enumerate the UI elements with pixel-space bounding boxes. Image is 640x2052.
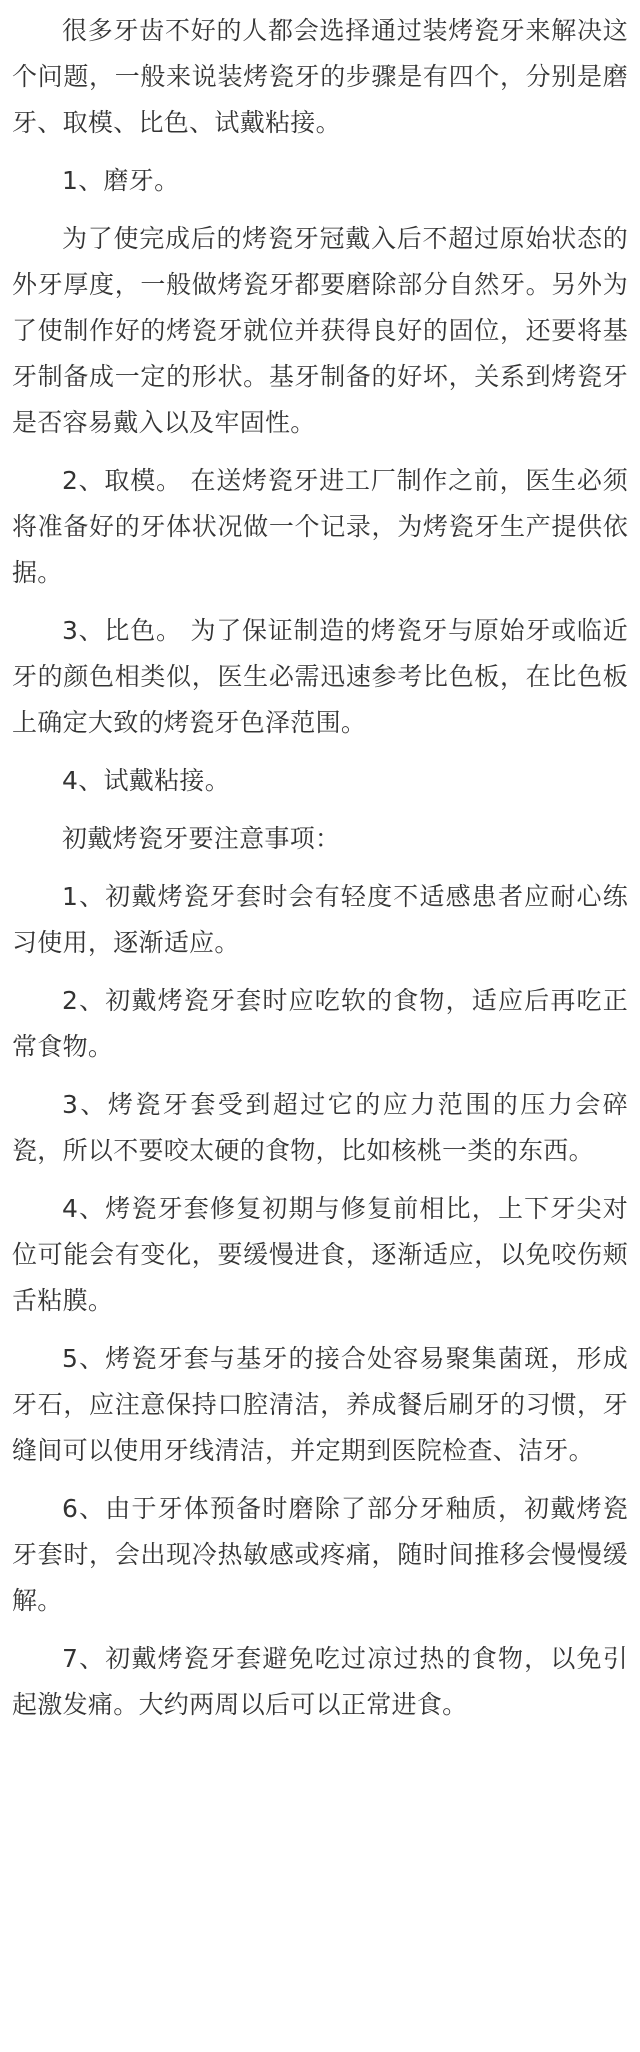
note-7-paragraph: 7、初戴烤瓷牙套避免吃过凉过热的食物，以免引起激发痛。大约两周以后可以正常进食。 [12, 1644, 628, 1719]
note-2-paragraph: 2、初戴烤瓷牙套时应吃软的食物，适应后再吃正常食物。 [12, 986, 628, 1061]
step-1-paragraph: 为了使完成后的烤瓷牙冠戴入后不超过原始状态的外牙厚度，一般做烤瓷牙都要磨除部分自然牙。另外为了使制作好的烤瓷牙就位并获得良好的固位，还要将基牙制备成一定的形状。基牙制备的好坏，关系到烤瓷牙是否容易戴入以及牢固性。 [12, 224, 628, 437]
step-3-paragraph: 3、比色。 为了保证制造的烤瓷牙与原始牙或临近牙的颜色相类似，医生必需迅速参考比色板，在比色板上确定大致的烤瓷牙色泽范围。 [12, 616, 628, 737]
note-4-paragraph: 4、烤瓷牙套修复初期与修复前相比，上下牙尖对位可能会有变化，要缓慢进食，逐渐适应，以免咬伤颊舌粘膜。 [12, 1194, 628, 1315]
note-3-paragraph: 3、烤瓷牙套受到超过它的应力范围的压力会碎瓷，所以不要咬太硬的食物，比如核桃一类的东西。 [12, 1090, 628, 1165]
notes-heading: 初戴烤瓷牙要注意事项： [62, 824, 341, 853]
step-2-paragraph: 2、取模。 在送烤瓷牙进工厂制作之前，医生必须将准备好的牙体状况做一个记录，为烤瓷牙生产提供依据。 [12, 466, 628, 587]
step-1-heading: 1、磨牙。 [62, 166, 180, 195]
note-1-paragraph: 1、初戴烤瓷牙套时会有轻度不适感患者应耐心练习使用，逐渐适应。 [12, 882, 628, 957]
intro-paragraph: 很多牙齿不好的人都会选择通过装烤瓷牙来解决这个问题，一般来说装烤瓷牙的步骤是有四个，分别是磨牙、取模、比色、试戴粘接。 [12, 16, 628, 137]
step-4-heading: 4、试戴粘接。 [62, 766, 231, 795]
note-6-paragraph: 6、由于牙体预备时磨除了部分牙釉质，初戴烤瓷牙套时，会出现冷热敏感或疼痛，随时间推移会慢慢缓解。 [12, 1494, 628, 1615]
note-5-paragraph: 5、烤瓷牙套与基牙的接合处容易聚集菌斑，形成牙石，应注意保持口腔清洁，养成餐后刷牙的习惯，牙缝间可以使用牙线清洁，并定期到医院检查、洁牙。 [12, 1344, 628, 1465]
